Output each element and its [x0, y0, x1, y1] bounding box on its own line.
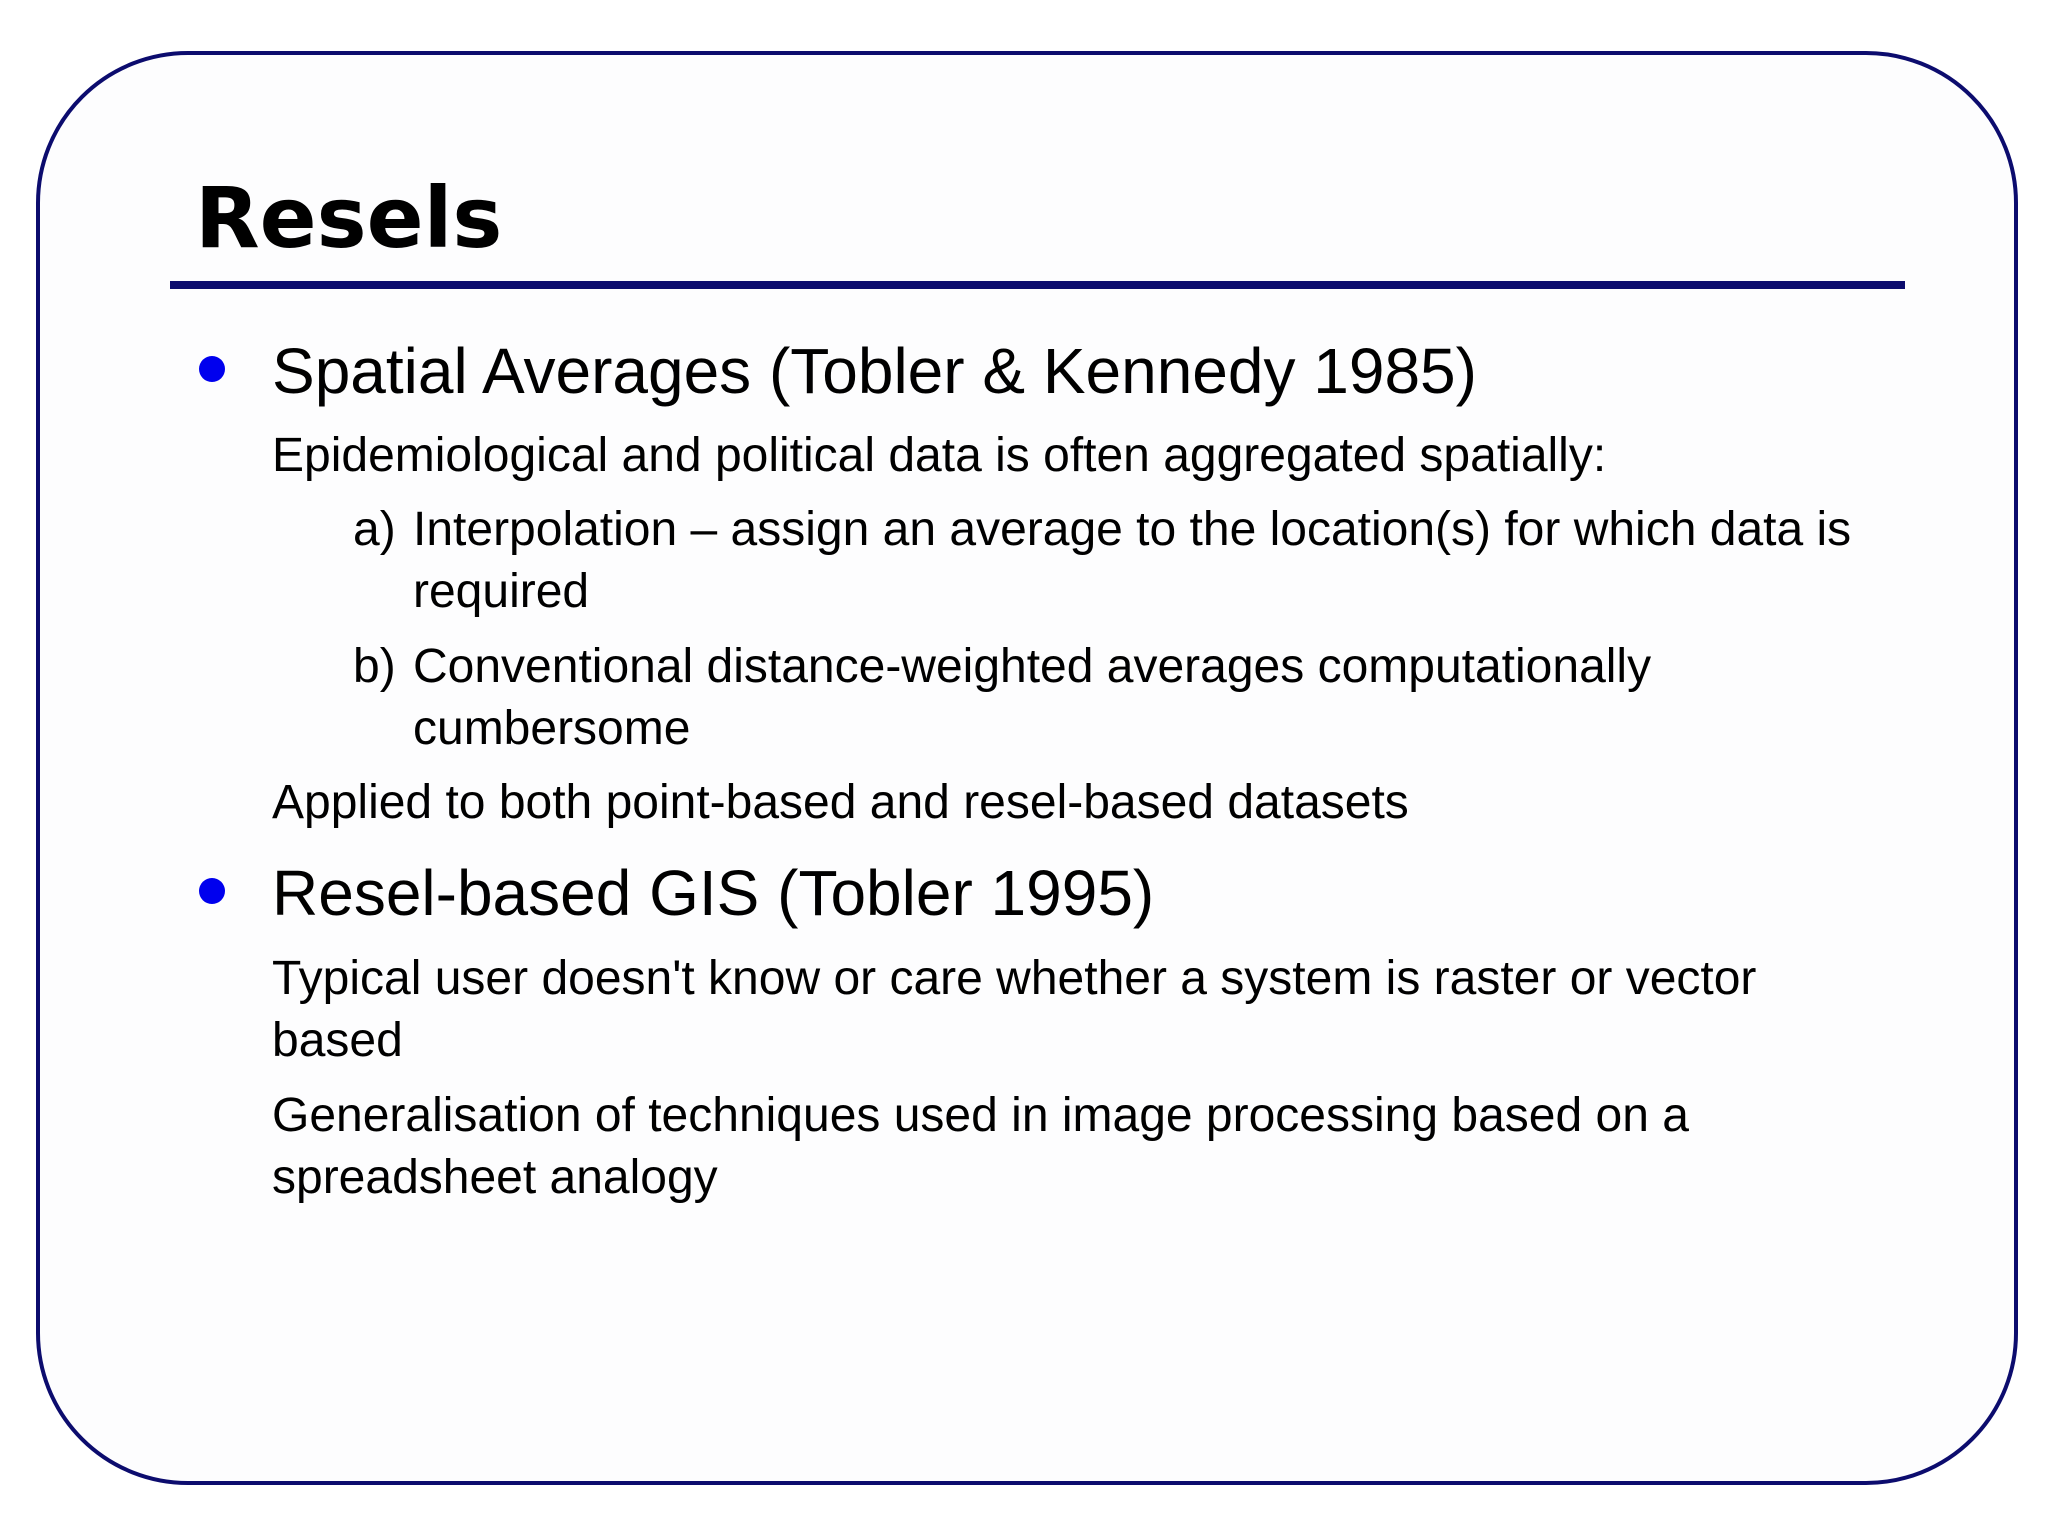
bullet-2-paragraph-2: Generalisation of techniques used in image processing based on a spreadsheet analogy	[272, 1089, 1689, 1204]
sub-item-a-marker: a)	[353, 503, 396, 556]
slide-title: Resels	[195, 169, 503, 267]
bullet-heading-2: Resel-based GIS (Tobler 1995)	[272, 857, 1155, 929]
bullet-dot-1	[199, 356, 225, 382]
bullet-dot-2	[199, 878, 225, 904]
bullet-1-intro: Epidemiological and political data is often aggregated spatially:	[272, 429, 1607, 482]
bullet-heading-1: Spatial Averages (Tobler & Kennedy 1985)	[272, 335, 1477, 407]
bullet-1-outro: Applied to both point-based and resel-based datasets	[272, 776, 1409, 829]
sub-item-b-marker: b)	[353, 640, 396, 693]
bullet-2-paragraph-1: Typical user doesn't know or care whether a system is raster or vector based	[272, 952, 1757, 1067]
sub-item-a-text: Interpolation – assign an average to the location(s) for which data is required	[413, 503, 1852, 618]
title-underline	[170, 281, 1905, 289]
sub-item-b-text: Conventional distance-weighted averages computationally cumbersome	[413, 640, 1652, 755]
